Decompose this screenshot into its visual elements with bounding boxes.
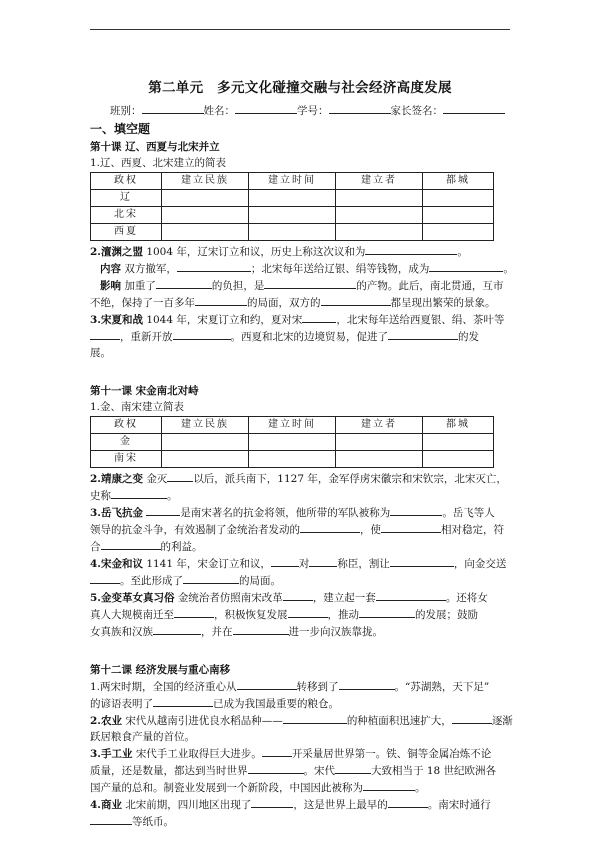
answer-cell[interactable] <box>423 451 494 468</box>
question-text: 相对稳定，符 <box>441 524 504 536</box>
question-text: 北宋前期，四川地区出现了 <box>125 799 252 811</box>
question-text: 。 <box>167 490 178 502</box>
chanyuan-impact-line <box>90 277 510 294</box>
answer-blank[interactable] <box>153 623 201 635</box>
answer-cell[interactable] <box>162 451 249 468</box>
parent-label: 家长签名： <box>390 105 443 117</box>
question-text: 。南宋时通行 <box>427 799 491 811</box>
question-text: 大致相当于 18 世纪欧洲各 <box>371 765 497 777</box>
column-header: 建立民族 <box>162 173 249 190</box>
question-text: 。 <box>415 782 426 794</box>
question-text: 真人大规模南迁至 <box>90 609 174 621</box>
table-row <box>91 224 494 241</box>
answer-blank[interactable] <box>390 555 454 567</box>
answer-blank[interactable] <box>452 712 492 724</box>
question-text: 进一步向汉族靠拢。 <box>288 626 383 638</box>
row-label: 南宋 <box>91 451 162 468</box>
question-text: ；北宋每年送给辽银、绢等钱物，成为 <box>250 263 430 275</box>
row-label: 西夏 <box>91 224 162 241</box>
answer-blank[interactable] <box>283 589 313 601</box>
class-label: 班别： <box>110 105 142 117</box>
lesson-11-table-caption: 1.金、南宋建立简表 <box>90 401 185 413</box>
chanyuan-content-line <box>90 260 514 277</box>
question-keyword: 2.澶渊之盟 <box>90 246 143 258</box>
question-song-xia <box>90 311 510 328</box>
question-commerce <box>90 796 510 813</box>
question-jin-reform-3 <box>90 623 510 640</box>
question-keyword: 内容 <box>100 263 121 275</box>
question-text: 加重了 <box>124 280 156 292</box>
answer-blank[interactable] <box>390 504 442 516</box>
question-jingkang <box>90 470 510 487</box>
question-song-xia-2 <box>90 328 510 345</box>
question-text: 的谚语表明了 <box>90 698 153 710</box>
answer-blank[interactable] <box>167 470 193 482</box>
answer-blank[interactable] <box>271 555 299 567</box>
answer-cell[interactable] <box>423 224 494 241</box>
question-text: 的发 <box>458 331 479 343</box>
question-text: 。至此形成了 <box>120 575 183 587</box>
name-label: 姓名： <box>203 105 235 117</box>
answer-cell[interactable] <box>423 434 494 451</box>
answer-cell[interactable] <box>162 224 249 241</box>
question-song-xia-3: 展。 <box>90 347 111 359</box>
question-song-jin-peace <box>90 555 510 572</box>
question-text: 质量，还是数量，都达到当时世界 <box>90 765 248 777</box>
name-blank[interactable] <box>235 102 297 114</box>
question-text: 的局面，双方的 <box>247 297 321 309</box>
column-header: 政权 <box>91 417 162 434</box>
question-text: ，向金交送 <box>453 558 507 570</box>
question-text: 金灭 <box>146 473 168 485</box>
id-blank[interactable] <box>329 102 391 114</box>
answer-blank[interactable] <box>195 294 247 306</box>
question-text: ，使 <box>360 524 381 536</box>
answer-blank[interactable] <box>237 678 297 690</box>
answer-cell[interactable] <box>423 190 494 207</box>
question-text: 宋代手工业取得巨大进步。 <box>135 748 262 760</box>
id-label: 学号： <box>297 105 329 117</box>
answer-blank[interactable] <box>174 606 214 618</box>
question-keyword: 3.手工业 <box>90 748 133 760</box>
column-header: 建立者 <box>336 417 423 434</box>
answer-blank[interactable] <box>264 277 356 289</box>
answer-blank[interactable] <box>177 260 251 272</box>
question-text: 。还将女 <box>445 592 488 604</box>
question-text: 已成为我国最重要的粮仓。 <box>213 698 339 710</box>
answer-blank[interactable] <box>376 589 446 601</box>
answer-cell[interactable] <box>336 434 423 451</box>
answer-cell[interactable] <box>336 190 423 207</box>
answer-blank[interactable] <box>429 260 503 272</box>
row-label: 金 <box>91 434 162 451</box>
question-text: 。 <box>457 246 468 258</box>
table-row <box>91 190 494 207</box>
chanyuan-impact-line-2 <box>90 294 510 311</box>
question-jingkang-2 <box>90 487 510 504</box>
answer-cell[interactable] <box>249 207 336 224</box>
lesson-12-heading: 第十二课 经济发展与重心南移 <box>90 664 231 676</box>
question-keyword: 3.宋夏和战 <box>90 314 143 326</box>
question-text: 不绝，保持了一百多年 <box>90 297 195 309</box>
question-text: 合 <box>90 541 101 553</box>
question-keyword: 4.宋金和议 <box>90 558 143 570</box>
question-text: ，北宋每年送给西夏银、绢、茶叶等 <box>336 314 505 326</box>
question-text: 。宋代 <box>303 765 335 777</box>
question-text: 。“苏湖熟，天下足” <box>394 681 490 693</box>
lesson-10-heading: 第十课 辽、西夏与北宋并立 <box>90 141 220 153</box>
question-text: 的局面。 <box>239 575 281 587</box>
question-chanyuan <box>90 243 510 260</box>
answer-cell[interactable] <box>423 207 494 224</box>
column-header: 建立时间 <box>249 173 336 190</box>
question-text: 是南宋著名的抗金将领，他所带的军队被称为 <box>180 507 391 519</box>
question-keyword: 2.靖康之变 <box>90 473 143 485</box>
question-handicraft-3 <box>90 779 510 796</box>
question-handicraft-2 <box>90 762 510 779</box>
question-commerce-2 <box>90 813 510 830</box>
column-header: 建立者 <box>336 173 423 190</box>
question-text: 称臣，割让 <box>337 558 390 570</box>
answer-blank[interactable] <box>173 328 231 340</box>
answer-cell[interactable] <box>162 190 249 207</box>
question-text: ，推动 <box>327 609 359 621</box>
question-text: 逐渐 <box>491 715 513 727</box>
answer-blank[interactable] <box>262 745 292 757</box>
question-text: 的种植面积迅速扩大， <box>346 715 452 727</box>
column-header: 都城 <box>423 173 494 190</box>
question-text: ，并在 <box>201 626 233 638</box>
answer-blank[interactable] <box>251 796 293 808</box>
answer-blank[interactable] <box>363 779 415 791</box>
question-agriculture <box>90 712 513 729</box>
lesson-11-table <box>90 416 494 468</box>
answer-cell[interactable] <box>249 434 336 451</box>
answer-cell[interactable] <box>162 434 249 451</box>
question-text: 对 <box>298 558 310 570</box>
answer-blank[interactable] <box>365 243 457 255</box>
answer-blank[interactable] <box>101 538 161 550</box>
question-yuefei-3 <box>90 538 510 555</box>
question-keyword: 3.岳飞抗金 <box>90 507 143 519</box>
page-title: 第二单元 多元文化碰撞交融与社会经济高度发展 <box>148 80 452 96</box>
answer-blank[interactable] <box>339 678 395 690</box>
answer-blank[interactable] <box>248 762 304 774</box>
question-text: 金统治者仿照南宋改革 <box>177 592 283 604</box>
question-yuefei-2 <box>90 521 510 538</box>
answer-blank[interactable] <box>288 606 328 618</box>
question-text: 的负担，是 <box>211 280 265 292</box>
question-yuefei <box>90 504 510 521</box>
question-text: 史称 <box>90 490 111 502</box>
question-text: 以后，派兵南下，1127 年，金军俘虏宋徽宗和宋钦宗，北宋灭亡， <box>193 473 507 485</box>
question-text: 1044 年，宋夏订立和约，夏对宋 <box>146 314 303 326</box>
answer-blank[interactable] <box>309 555 337 567</box>
answer-blank[interactable] <box>300 521 360 533</box>
question-text: 。岳飞等人 <box>442 507 495 519</box>
question-jin-reform-2 <box>90 606 510 623</box>
column-header: 建立时间 <box>249 417 336 434</box>
question-text: 的产物。此后，南北贯通，互市 <box>356 280 504 292</box>
answer-blank[interactable] <box>388 796 428 808</box>
worksheet <box>90 40 514 830</box>
question-text: 1141 年，宋金订立和议， <box>146 558 271 570</box>
answer-cell[interactable] <box>336 451 423 468</box>
table-header-row <box>91 417 494 434</box>
question-text: 都呈现出繁荣的景象。 <box>390 297 496 309</box>
question-text: 。西夏和北宋的边境贸易，促进了 <box>230 331 388 343</box>
answer-blank[interactable] <box>90 813 132 825</box>
lesson-10-table <box>90 172 494 241</box>
answer-blank[interactable] <box>302 311 336 323</box>
table-row <box>91 434 494 451</box>
question-text: 国产量的总和。制瓷业发展到一个新阶段，中国因此被称为 <box>90 782 363 794</box>
answer-cell[interactable] <box>162 207 249 224</box>
question-agriculture-2: 跃居粮食产量的首位。 <box>90 731 195 743</box>
student-info-line <box>90 102 510 119</box>
question-text: 的发展；鼓励 <box>415 609 478 621</box>
table-row <box>91 451 494 468</box>
table-row <box>91 207 494 224</box>
answer-blank[interactable] <box>90 328 120 340</box>
lesson-11-heading: 第十一课 宋金南北对峙 <box>90 385 199 397</box>
question-keyword: 4.商业 <box>90 799 122 811</box>
column-header: 都城 <box>423 417 494 434</box>
question-text: ，这是世界上最早的 <box>293 799 388 811</box>
question-economic-center <box>90 678 510 695</box>
table-header-row <box>91 173 494 190</box>
question-handicraft <box>90 745 510 762</box>
section-title: 一、填空题 <box>90 122 151 136</box>
answer-blank[interactable] <box>359 606 415 618</box>
header-rule <box>90 29 510 30</box>
question-jin-reform <box>90 589 510 606</box>
answer-blank[interactable] <box>335 762 371 774</box>
answer-blank[interactable] <box>90 572 120 584</box>
question-text: 宋代从越南引进优良水稻品种—— <box>125 715 283 727</box>
question-text: ，重新开放 <box>120 331 173 343</box>
question-text: 1.两宋时期，全国的经济重心从 <box>90 681 237 693</box>
question-text: 。 <box>503 263 514 275</box>
answer-cell[interactable] <box>249 224 336 241</box>
answer-blank[interactable] <box>321 294 391 306</box>
question-text: 领导的抗金斗争，有效遏制了金统治者发动的 <box>90 524 300 536</box>
answer-cell[interactable] <box>249 451 336 468</box>
answer-blank[interactable] <box>233 623 289 635</box>
question-text: ，积极恢复发展 <box>214 609 288 621</box>
answer-blank[interactable] <box>153 695 213 707</box>
answer-cell[interactable] <box>336 207 423 224</box>
question-song-jin-peace-2 <box>90 572 510 589</box>
question-text: 转移到了 <box>296 681 339 693</box>
question-text: 女真族和汉族 <box>90 626 153 638</box>
answer-blank[interactable] <box>111 487 167 499</box>
parent-blank[interactable] <box>443 102 505 114</box>
class-blank[interactable] <box>142 102 204 114</box>
question-text: 1004 年，辽宋订立和议，历史上称这次议和为 <box>146 246 366 258</box>
question-text: 开采量居世界第一。铁、铜等金属冶炼不论 <box>291 748 492 760</box>
question-economic-center-2 <box>90 695 510 712</box>
question-text: 的利益。 <box>160 541 203 553</box>
question-keyword: 影响 <box>100 280 121 292</box>
answer-blank[interactable] <box>156 277 212 289</box>
column-header: 政权 <box>91 173 162 190</box>
lesson-10-table-caption: 1.辽、西夏、北宋建立的简表 <box>90 157 227 169</box>
row-label: 北宋 <box>91 207 162 224</box>
row-label: 辽 <box>91 190 162 207</box>
answer-blank[interactable] <box>381 521 441 533</box>
question-text: 双方撤军， <box>124 263 177 275</box>
answer-blank[interactable] <box>146 504 180 516</box>
question-keyword: 5.金变革女真习俗 <box>90 592 175 604</box>
answer-blank[interactable] <box>183 572 239 584</box>
answer-blank[interactable] <box>388 328 458 340</box>
answer-cell[interactable] <box>249 190 336 207</box>
question-text: ，建立起一套 <box>312 592 376 604</box>
question-text: 等纸币。 <box>132 816 174 828</box>
answer-blank[interactable] <box>283 712 347 724</box>
answer-cell[interactable] <box>336 224 423 241</box>
question-keyword: 2.农业 <box>90 715 122 727</box>
column-header: 建立民族 <box>162 417 249 434</box>
